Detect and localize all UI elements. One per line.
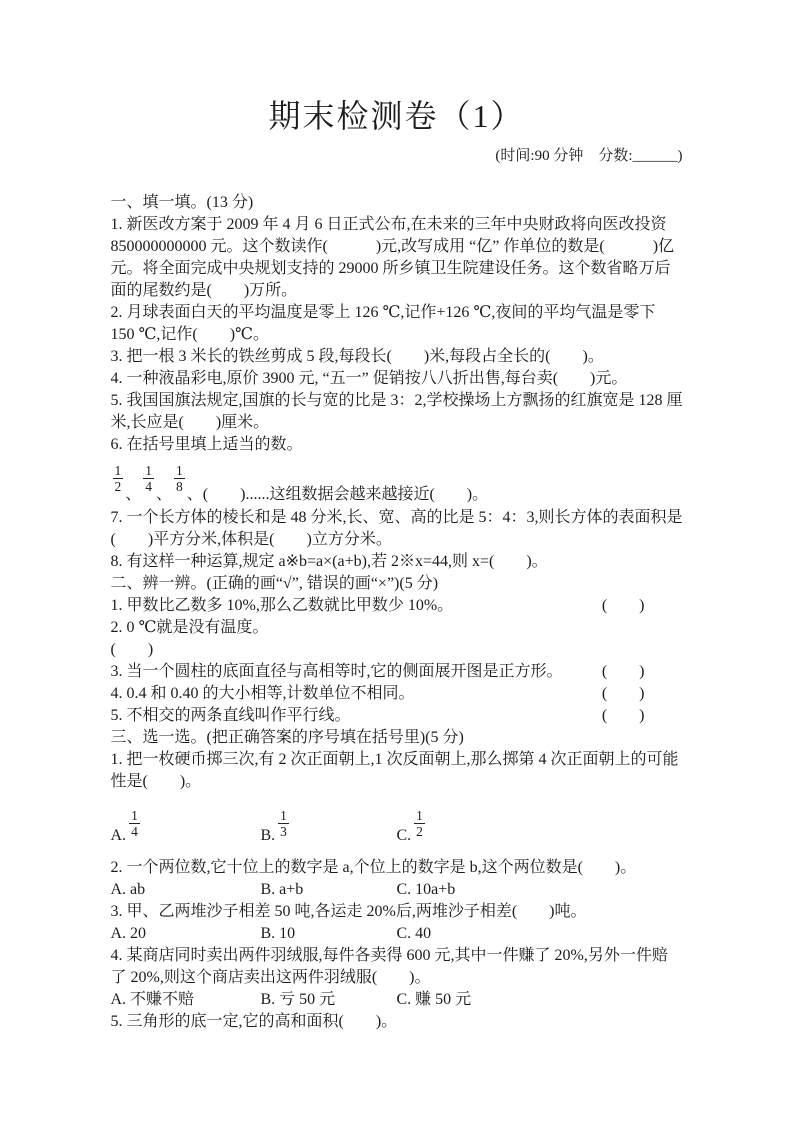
fraction-numerator: 1 — [145, 463, 153, 478]
fraction — [174, 463, 185, 494]
list-separator: 、 — [125, 486, 142, 503]
exam-body — [111, 192, 683, 1033]
list-separator: 、 — [186, 486, 203, 503]
fill-q8: 8. 有这样一种运算,规定 a※b=a×(a+b),若 2※x=44,则 x=( )。 — [110, 553, 548, 570]
option-b: B. a+b — [260, 881, 304, 898]
answer-bracket: ( ) — [601, 707, 645, 724]
judge-item-2-bracket: ( ) — [110, 641, 154, 658]
choice-q2: 2. 一个两位数,它十位上的数字是 a,个位上的数字是 b,这个两位数是( )。 — [110, 859, 637, 876]
choice-q2-options — [111, 879, 683, 901]
fill-q2: 2. 月球表面白天的平均温度是零上 126 ℃,记作+126 ℃,夜间的平均气温是零下 150 ℃,记作( )℃。 — [110, 304, 656, 343]
page-title: 期末检测卷（1） — [268, 98, 525, 134]
fraction — [414, 808, 425, 839]
fraction — [278, 808, 289, 839]
fill-q6-sequence — [111, 456, 683, 507]
option-a — [111, 808, 261, 847]
option-c: C. 40 — [396, 925, 432, 942]
option-label: B. — [260, 827, 276, 844]
option-a: A. 20 — [110, 925, 147, 942]
fraction-numerator: 1 — [416, 808, 423, 823]
option-c: C. 赚 50 元 — [396, 991, 472, 1008]
fill-q7: 7. 一个长方体的棱长和是 48 分米,长、宽、高的比是 5：4：3,则长方体的表面积是( )平方分米,体积是( )立方分米。 — [110, 509, 683, 548]
choice-q1: 1. 把一枚硬币掷三次,有 2 次正面朝上,1 次反面朝上,那么掷第 4 次正面朝上的可能性是( )。 — [110, 751, 679, 790]
judge-item-3 — [111, 661, 683, 683]
list-separator: 、 — [156, 486, 173, 503]
fraction-denominator: 4 — [145, 479, 153, 494]
fraction-numerator: 1 — [114, 463, 122, 478]
judge-item-2-text: 2. 0 ℃就是没有温度。 — [110, 619, 269, 636]
option-b — [261, 808, 397, 847]
judge-item-text: 1. 甲数比乙数多 10%,那么乙数就比甲数少 10%。 — [110, 597, 454, 614]
fill-q6-intro: 6. 在括号里填上适当的数。 — [110, 436, 303, 453]
fill-q4: 4. 一种液晶彩电,原价 3900 元, “五一” 促销按八八折出售,每台卖( )元。 — [110, 370, 628, 387]
fill-q1: 1. 新医改方案于 2009 年 4 月 6 日正式公布,在未来的三年中央财政将向医改投资 850000000000 元。这个数读作( )元,改写成用 “亿” 作单位的数是( )亿元。将全面完成中央规划支持的 29000 所乡镇卫生院建设任务。这个数省略万后面的尾数约是( )万所。 — [110, 216, 675, 299]
fraction-numerator: 1 — [280, 808, 287, 823]
fraction — [113, 463, 124, 494]
option-a: A. ab — [110, 881, 146, 898]
fill-q3: 3. 把一根 3 米长的铁丝剪成 5 段,每段长( )米,每段占全长的( )。 — [110, 348, 604, 365]
option-label: C. — [396, 827, 412, 844]
fill-q6-tail: ( )......这组数据会越来越接近( )。 — [202, 486, 489, 503]
fraction-numerator: 1 — [176, 463, 183, 478]
option-c: C. 10a+b — [396, 881, 456, 898]
section-judge-heading: 二、辨一辨。(正确的画“√”, 错误的画“×”)(5 分) — [110, 575, 439, 592]
choice-q5: 5. 三角形的底一定,它的高和面积( )。 — [110, 1013, 398, 1030]
choice-q3: 3. 甲、乙两堆沙子相差 50 吨,各运走 20%后,两堆沙子相差( )吨。 — [110, 903, 587, 920]
section-fill-heading: 一、填一填。(13 分) — [110, 194, 254, 211]
option-c — [397, 808, 683, 847]
answer-bracket: ( ) — [601, 663, 645, 680]
fraction-denominator: 4 — [131, 824, 138, 839]
judge-item-4 — [111, 683, 683, 705]
choice-q4: 4. 某商店同时卖出两件羽绒服,每件各卖得 600 元,其中一件赚了 20%,另外一件赔了 20%,则这个商店卖出这两件羽绒服( )。 — [110, 947, 668, 986]
fraction — [129, 808, 140, 839]
fill-q5: 5. 我国国旗法规定,国旗的长与宽的比是 3：2,学校操场上方飘扬的红旗宽是 128 厘米,长应是( )厘米。 — [110, 392, 683, 431]
fraction-denominator: 8 — [176, 479, 183, 494]
judge-item-1 — [111, 595, 683, 617]
fraction-denominator: 2 — [114, 479, 122, 494]
answer-bracket: ( ) — [601, 597, 645, 614]
fraction-denominator: 3 — [280, 824, 287, 839]
choice-q3-options — [111, 923, 683, 945]
fraction-denominator: 2 — [416, 824, 423, 839]
option-b: B. 10 — [260, 925, 296, 942]
exam-meta: (时间:90 分钟 分数:______) — [495, 148, 683, 164]
option-label: A. — [110, 827, 127, 844]
judge-item-5 — [111, 705, 683, 727]
judge-item-text: 5. 不相交的两条直线叫作平行线。 — [110, 707, 351, 724]
choice-q4-options — [111, 989, 683, 1011]
answer-bracket: ( ) — [601, 685, 645, 702]
option-a: A. 不赚不赔 — [110, 991, 195, 1008]
section-choice-heading: 三、选一选。(把正确答案的序号填在括号里)(5 分) — [110, 729, 464, 746]
choice-q1-options — [111, 801, 683, 847]
judge-item-text: 3. 当一个圆柱的底面直径与高相等时,它的侧面展开图是正方形。 — [110, 663, 563, 680]
judge-item-text: 4. 0.4 和 0.40 的大小相等,计数单位不相同。 — [110, 685, 415, 702]
option-b: B. 亏 50 元 — [260, 991, 336, 1008]
fraction-numerator: 1 — [131, 808, 138, 823]
fraction — [143, 463, 154, 494]
